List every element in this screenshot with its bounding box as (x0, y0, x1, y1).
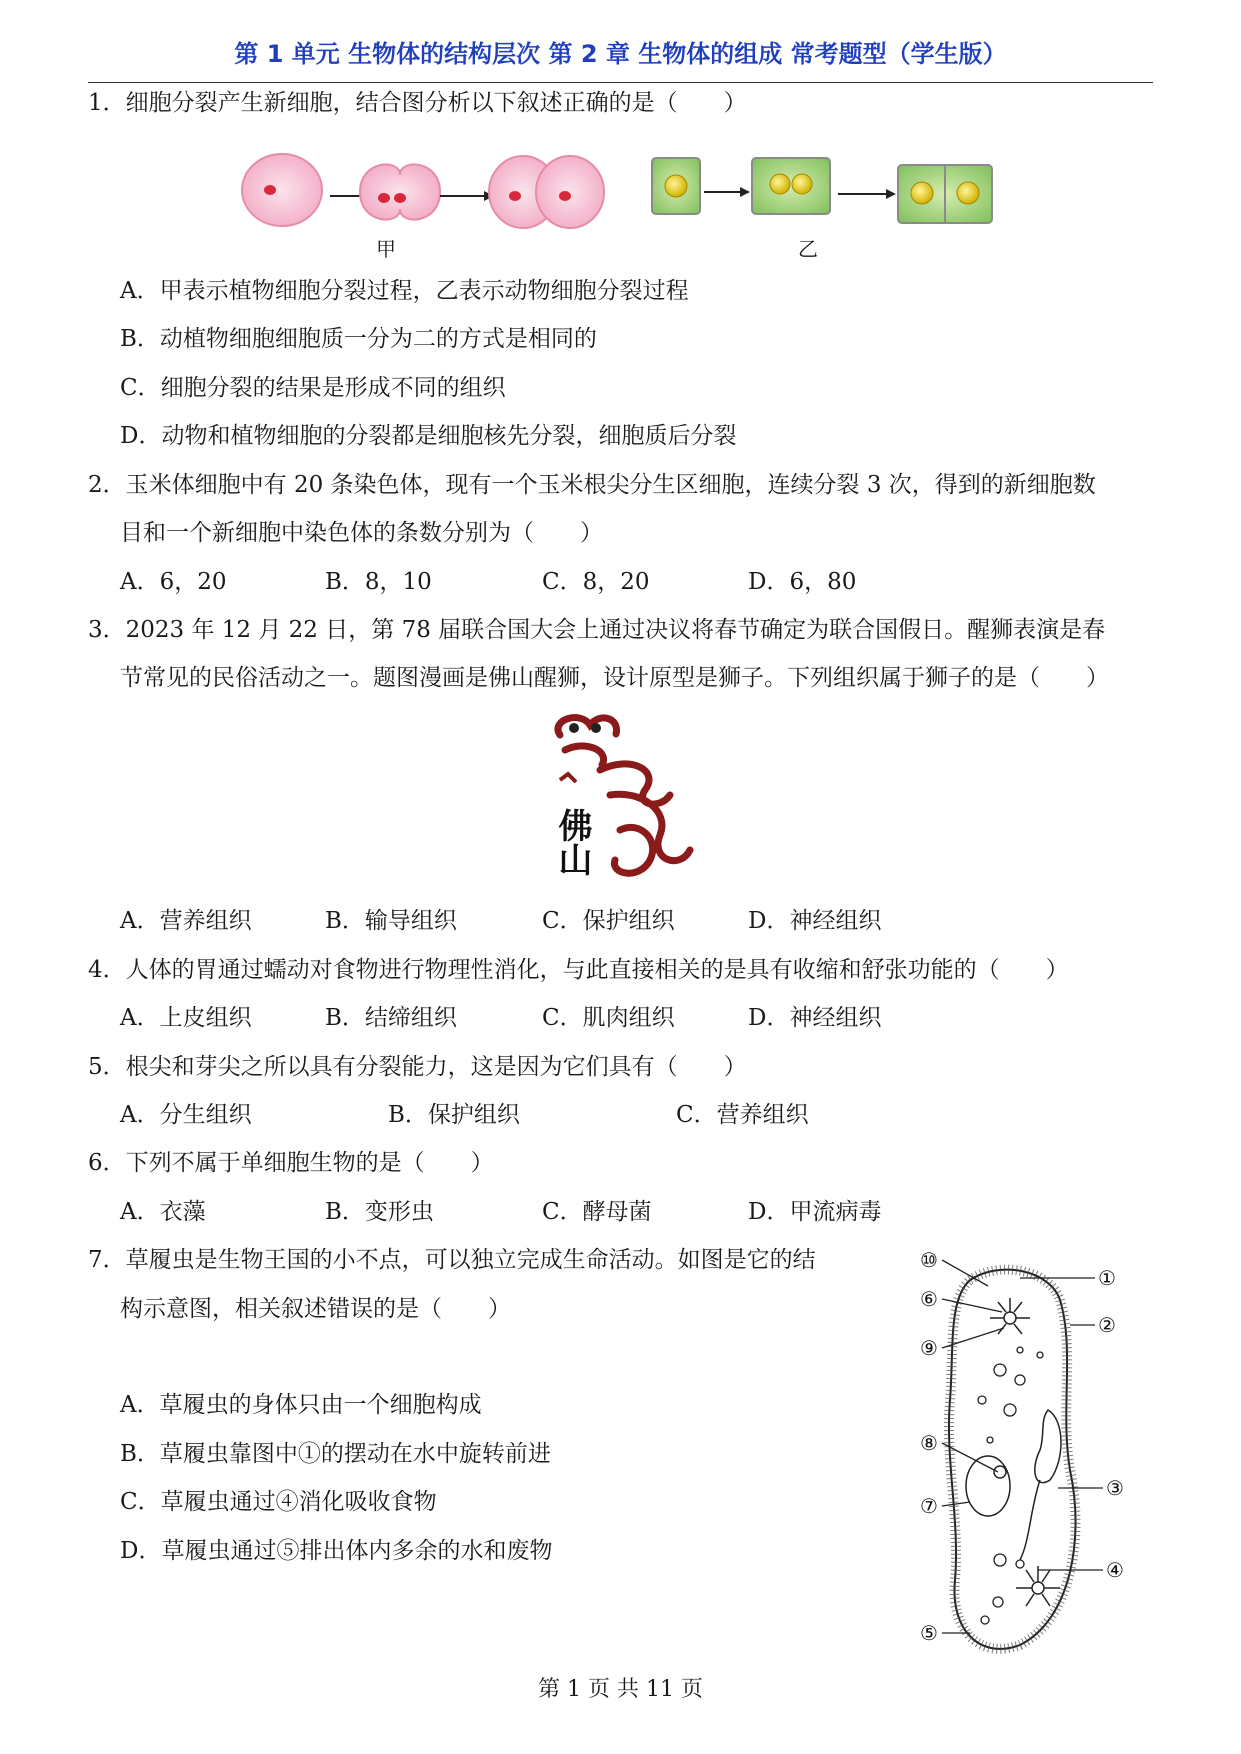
q2-stem-line1: 2．玉米体细胞中有 20 条染色体，现有一个玉米根尖分生区细胞，连续分裂 3 次，得到的新细胞数 (88, 472, 1096, 498)
q1-stem: 1．细胞分裂产生新细胞，结合图分析以下叙述正确的是（ ） (88, 90, 747, 116)
q6-option-c[interactable]: C．酵母菌 (542, 1199, 652, 1225)
q4-option-b[interactable]: B．结缔组织 (325, 1005, 457, 1031)
label-5: ⑤ (920, 1621, 938, 1645)
q3-option-d[interactable]: D．神经组织 (748, 908, 882, 934)
plant-cell-3 (898, 165, 992, 223)
q2-stem-line2: 目和一个新细胞中染色体的条数分别为（ ） (120, 520, 603, 546)
label-7: ⑦ (920, 1494, 938, 1518)
q1-option-b[interactable]: B．动植物细胞细胞质一分为二的方式是相同的 (120, 326, 597, 352)
label-8: ⑧ (920, 1431, 938, 1455)
q7-option-a[interactable]: A．草履虫的身体只由一个细胞构成 (120, 1392, 482, 1418)
q5-option-b[interactable]: B．保护组织 (388, 1102, 520, 1128)
q6-option-b[interactable]: B．变形虫 (325, 1199, 434, 1225)
q7-stem-line1: 7．草履虫是生物王国的小不点，可以独立完成生命活动。如图是它的结 (88, 1247, 816, 1273)
q3-figure-text: 佛山 (552, 808, 592, 876)
micronucleus (994, 1466, 1006, 1478)
q5-option-a[interactable]: A．分生组织 (120, 1102, 252, 1128)
q1-figure-label-b: 乙 (798, 237, 818, 261)
q4-option-d[interactable]: D．神经组织 (748, 1005, 882, 1031)
label-3: ③ (1106, 1476, 1124, 1500)
q7-option-c[interactable]: C．草履虫通过④消化吸收食物 (120, 1489, 437, 1515)
label-2: ② (1098, 1313, 1116, 1337)
q7-option-d[interactable]: D．草履虫通过⑤排出体内多余的水和废物 (120, 1538, 553, 1564)
q7-option-b[interactable]: B．草履虫靠图中①的摆动在水中旋转前进 (120, 1441, 551, 1467)
q7-paramecium-figure (870, 1240, 1150, 1660)
q1-option-c[interactable]: C．细胞分裂的结果是形成不同的组织 (120, 375, 506, 401)
q6-option-d[interactable]: D．甲流病毒 (748, 1199, 882, 1225)
page-header-title: 第 1 单元 生物体的结构层次 第 2 章 生物体的组成 常考题型（学生版） (234, 40, 1007, 68)
label-9: ⑨ (920, 1336, 938, 1360)
q6-option-a[interactable]: A．衣藻 (120, 1199, 206, 1225)
q2-option-c[interactable]: C．8，20 (542, 569, 650, 595)
animal-cell-3 (489, 156, 604, 228)
q3-option-c[interactable]: C．保护组织 (542, 908, 675, 934)
q5-stem: 5．根尖和芽尖之所以具有分裂能力，这是因为它们具有（ ） (88, 1054, 747, 1080)
q6-stem: 6．下列不属于单细胞生物的是（ ） (88, 1150, 494, 1176)
q1-option-a[interactable]: A．甲表示植物细胞分裂过程，乙表示动物细胞分裂过程 (120, 278, 689, 304)
page-footer: 第 1 页 共 11 页 (538, 1677, 703, 1702)
q1-option-d[interactable]: D．动物和植物细胞的分裂都是细胞核先分裂，细胞质后分裂 (120, 423, 737, 449)
label-1: ① (1098, 1266, 1116, 1290)
macronucleus (966, 1456, 1010, 1516)
q4-option-c[interactable]: C．肌肉组织 (542, 1005, 675, 1031)
q5-option-c[interactable]: C．营养组织 (676, 1102, 809, 1128)
animal-cell-2 (360, 164, 440, 219)
q3-stem-line2: 节常见的民俗活动之一。题图漫画是佛山醒狮，设计原型是狮子。下列组织属于狮子的是（ ） (120, 665, 1109, 691)
q3-stem-line1: 3．2023 年 12 月 22 日，第 78 届联合国大会上通过决议将春节确定为联合国假日。醒狮表演是春 (88, 617, 1106, 643)
q4-option-a[interactable]: A．上皮组织 (120, 1005, 252, 1031)
q4-stem: 4．人体的胃通过蠕动对食物进行物理性消化，与此直接相关的是具有收缩和舒张功能的（ ） (88, 957, 1069, 983)
q2-option-b[interactable]: B．8，10 (325, 569, 432, 595)
q3-option-b[interactable]: B．输导组织 (325, 908, 457, 934)
plant-cell-1 (652, 158, 700, 214)
label-4: ④ (1106, 1558, 1124, 1582)
q1-figure-label-a: 甲 (376, 237, 396, 261)
q2-option-d[interactable]: D．6，80 (748, 569, 857, 595)
label-6: ⑥ (920, 1287, 938, 1311)
plant-cell-2 (752, 158, 830, 214)
animal-cell-1 (242, 154, 322, 226)
q3-option-a[interactable]: A．营养组织 (120, 908, 252, 934)
label-10: ⑩ (920, 1248, 938, 1272)
q2-option-a[interactable]: A．6，20 (120, 569, 227, 595)
q7-stem-line2: 构示意图，相关叙述错误的是（ ） (120, 1296, 511, 1322)
